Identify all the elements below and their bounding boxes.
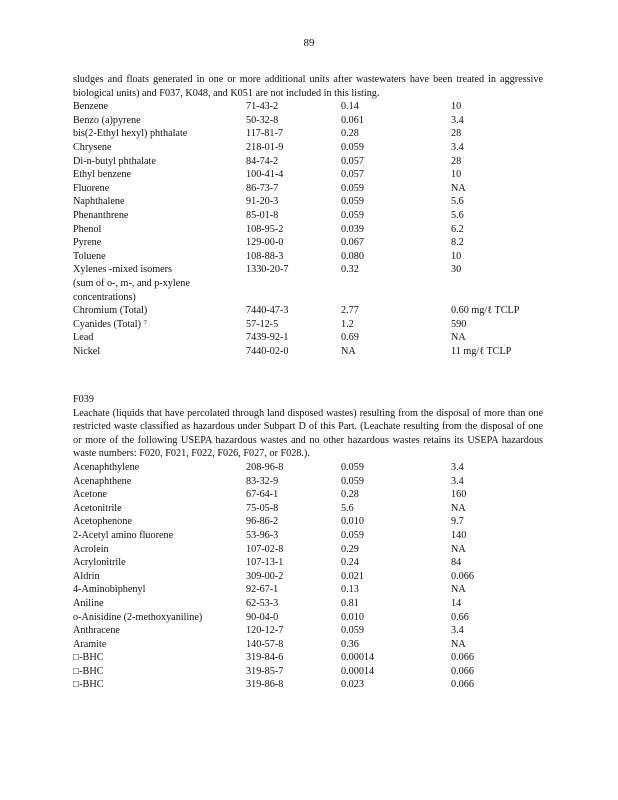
nonwastewater-standard: 5.6: [451, 196, 464, 208]
cas-number: 85-01-8: [246, 209, 279, 221]
nonwastewater-standard: 160: [451, 489, 467, 501]
wastewater-standard: 0.059: [341, 475, 364, 487]
table-row: [73, 678, 543, 692]
cas-number: 62-53-3: [246, 597, 279, 609]
table-row: [73, 209, 543, 223]
constituent-name: Pyrene: [73, 237, 102, 249]
section-intro-paragraph: sludges and floats generated in one or more additional units after wastewaters have been treated in aggressive biological units) and F037, K048, and K051 are not included in this listing.: [73, 74, 543, 99]
table-row: [73, 475, 543, 489]
table-row: [73, 515, 543, 529]
constituent-name: Aldrin: [73, 570, 100, 582]
constituent-name: 2-Acetyl amino fluorene: [73, 529, 174, 541]
wastewater-standard: 0.061: [341, 114, 364, 126]
constituent-name-line: (sum of o-, m-, and p-xylene: [73, 277, 190, 289]
table-row: [73, 665, 543, 679]
cas-number: 75-05-8: [246, 502, 279, 514]
wastewater-standard: 0.059: [341, 529, 364, 541]
constituent-name: Ethyl benzene: [73, 169, 131, 181]
waste-description-paragraph: Leachate (liquids that have percolated through land disposed wastes) resulting from the disposal of more than one restricted waste classified as hazardous under Subpart D of this Part. (Leachate resulting from the disposal of one or more of the following USEPA hazardous wastes and no other hazardous wastes retains its USEPA hazardous waste numbers: F020, F021, F022, F026, F027, or F028.).: [73, 407, 543, 460]
constituent-name: Lead: [73, 332, 94, 344]
wastewater-standard: 0.29: [341, 543, 359, 555]
nonwastewater-standard: 3.4: [451, 461, 464, 473]
table-row: [73, 236, 543, 250]
constituent-name: Acrylonitrile: [73, 557, 126, 569]
constituent-name: Nickel: [73, 345, 101, 357]
cas-number: 71-43-2: [246, 101, 279, 113]
table-row: [73, 250, 543, 264]
constituent-name: □-BHC: [73, 652, 104, 664]
wastewater-standard: 0.81: [341, 597, 359, 609]
cas-number: 53-96-3: [246, 529, 279, 541]
cas-number: 90-04-0: [246, 611, 279, 623]
cas-number: 83-32-9: [246, 475, 279, 487]
constituent-name: □-BHC: [73, 679, 104, 691]
wastewater-standard: 0.080: [341, 250, 364, 262]
nonwastewater-standard: NA: [451, 502, 466, 514]
nonwastewater-standard: 10: [451, 101, 462, 113]
nonwastewater-standard: 10: [451, 250, 462, 262]
cas-number: 67-64-1: [246, 489, 279, 501]
constituent-name: o-Anisidine (2-methoxyaniline): [73, 611, 203, 623]
cas-number: 218-01-9: [246, 141, 284, 153]
cas-number: 309-00-2: [246, 570, 284, 582]
nonwastewater-standard: 590: [451, 318, 467, 330]
wastewater-standard: 0.010: [341, 516, 364, 528]
cas-number: 129-00-0: [246, 237, 284, 249]
wastewater-standard: 0.13: [341, 584, 359, 596]
wastewater-standard: 0.010: [341, 611, 364, 623]
constituent-name: Di-n-butyl phthalate: [73, 155, 156, 167]
cas-number: 120-12-7: [246, 625, 284, 637]
wastewater-standard: 0.059: [341, 141, 364, 153]
wastewater-standard: NA: [341, 345, 356, 357]
wastewater-standard: 0.28: [341, 128, 359, 140]
nonwastewater-standard: 0.066: [451, 665, 474, 677]
table-row: [73, 502, 543, 516]
wastewater-standard: 2.77: [341, 305, 359, 317]
cas-number: 140-57-8: [246, 638, 284, 650]
wastewater-standard: 0.059: [341, 625, 364, 637]
constituent-name: Benzo (a)pyrene: [73, 114, 141, 126]
cas-number: 86-73-7: [246, 182, 279, 194]
wastewater-standard: 1.2: [341, 318, 354, 330]
section-f039: [73, 393, 543, 692]
cas-number: 319-85-7: [246, 665, 284, 677]
table-row: [73, 345, 543, 359]
nonwastewater-standard: 3.4: [451, 114, 464, 126]
wastewater-standard: 5.6: [341, 502, 354, 514]
cas-number: 208-96-8: [246, 461, 284, 473]
constituent-table: [73, 100, 543, 358]
constituent-name: Toluene: [73, 250, 106, 262]
table-row: [73, 223, 543, 237]
nonwastewater-standard: NA: [451, 638, 466, 650]
constituent-name: Naphthalene: [73, 196, 125, 208]
nonwastewater-standard: NA: [451, 543, 466, 555]
wastewater-standard: 0.067: [341, 237, 364, 249]
table-row: [73, 331, 543, 345]
nonwastewater-standard: 0.066: [451, 652, 474, 664]
cas-number: 1330-20-7: [246, 264, 289, 276]
nonwastewater-standard: 140: [451, 529, 467, 541]
nonwastewater-standard: 3.4: [451, 625, 464, 637]
wastewater-standard: 0.00014: [341, 652, 375, 664]
nonwastewater-standard: 28: [451, 155, 462, 167]
cas-number: 92-67-1: [246, 584, 279, 596]
constituent-name: Phenanthrene: [73, 209, 129, 221]
table-row: [73, 624, 543, 638]
constituent-name: Acrolein: [73, 543, 109, 555]
table-row: [73, 168, 543, 182]
cas-number: 319-84-6: [246, 652, 284, 664]
wastewater-standard: 0.24: [341, 557, 359, 569]
constituent-table: [73, 461, 543, 692]
cas-number: 96-86-2: [246, 516, 279, 528]
nonwastewater-standard: 9.7: [451, 516, 464, 528]
page-number: 89: [303, 37, 315, 49]
cas-number: 7440-02-0: [246, 345, 289, 357]
constituent-name: Aramite: [73, 638, 107, 650]
table-row: [73, 488, 543, 502]
wastewater-standard: 0.059: [341, 209, 364, 221]
nonwastewater-standard: 84: [451, 557, 462, 569]
section-continued: [73, 73, 543, 358]
constituent-name: Anthracene: [73, 625, 120, 637]
cas-number: 108-88-3: [246, 250, 284, 262]
table-row-xylenes: [73, 263, 543, 304]
constituent-name: Phenol: [73, 223, 102, 235]
nonwastewater-standard: NA: [451, 584, 466, 596]
cas-number: 100-41-4: [246, 169, 284, 181]
wastewater-standard: 0.36: [341, 638, 359, 650]
wastewater-standard: 0.057: [341, 155, 364, 167]
wastewater-standard: 0.057: [341, 169, 364, 181]
table-row: [73, 155, 543, 169]
table-row: [73, 100, 543, 114]
constituent-name: Benzene: [73, 101, 109, 113]
wastewater-standard: 0.00014: [341, 665, 375, 677]
cas-number: 50-32-8: [246, 114, 279, 126]
wastewater-standard: 0.059: [341, 196, 364, 208]
wastewater-standard: 0.059: [341, 182, 364, 194]
table-row: [73, 638, 543, 652]
constituent-name: bis(2-Ethyl hexyl) phthalate: [73, 128, 188, 140]
wastewater-standard: 0.32: [341, 264, 359, 276]
table-row: [73, 114, 543, 128]
cas-number: 107-02-8: [246, 543, 284, 555]
nonwastewater-standard: 0.066: [451, 570, 474, 582]
nonwastewater-standard: 3.4: [451, 475, 464, 487]
wastewater-standard: 0.28: [341, 489, 359, 501]
nonwastewater-standard: 5.6: [451, 209, 464, 221]
constituent-name: Cyanides (Total) ⁷: [73, 318, 148, 330]
constituent-name: 4-Aminobiphenyl: [73, 584, 146, 596]
nonwastewater-standard: 3.4: [451, 141, 464, 153]
nonwastewater-standard: 30: [451, 264, 462, 276]
cas-number: 91-20-3: [246, 196, 279, 208]
constituent-name: Fluorene: [73, 182, 110, 194]
table-row: [73, 461, 543, 475]
nonwastewater-standard: 0.66: [451, 611, 469, 623]
table-row: [73, 304, 543, 318]
table-row: [73, 318, 543, 332]
cas-number: 117-81-7: [246, 128, 283, 140]
nonwastewater-standard: 0.066: [451, 679, 474, 691]
cas-number: 7439-92-1: [246, 332, 289, 344]
constituent-name: Chrysene: [73, 141, 112, 153]
table-row: [73, 651, 543, 665]
table-row: [73, 195, 543, 209]
table-row: [73, 570, 543, 584]
constituent-name-line: concentrations): [73, 291, 136, 303]
nonwastewater-standard: 8.2: [451, 237, 464, 249]
nonwastewater-standard: 0.60 mg/ℓ TCLP: [451, 305, 520, 317]
nonwastewater-standard: 28: [451, 128, 462, 140]
cas-number: 108-95-2: [246, 223, 284, 235]
constituent-name: Acenaphthylene: [73, 461, 140, 473]
table-row: [73, 583, 543, 597]
table-row: [73, 182, 543, 196]
table-row: [73, 597, 543, 611]
constituent-name: □-BHC: [73, 665, 104, 677]
nonwastewater-standard: NA: [451, 182, 466, 194]
constituent-name: Aniline: [73, 597, 104, 609]
table-row: [73, 611, 543, 625]
waste-code-heading: F039: [73, 394, 94, 405]
wastewater-standard: 0.059: [341, 461, 364, 473]
nonwastewater-standard: 11 mg/ℓ TCLP: [451, 345, 512, 357]
constituent-name: Acetone: [73, 489, 107, 501]
constituent-name: Acetophenone: [73, 516, 132, 528]
nonwastewater-standard: 6.2: [451, 223, 464, 235]
constituent-name: Acenaphthene: [73, 475, 132, 487]
constituent-name: Acetonitrile: [73, 502, 122, 514]
cas-number: 319-86-8: [246, 679, 284, 691]
constituent-name: [73, 263, 246, 304]
constituent-name: Chromium (Total): [73, 305, 148, 317]
wastewater-standard: 0.69: [341, 332, 359, 344]
nonwastewater-standard: NA: [451, 332, 466, 344]
table-row: [73, 529, 543, 543]
cas-number: 7440-47-3: [246, 305, 289, 317]
wastewater-standard: 0.023: [341, 679, 364, 691]
table-row: [73, 556, 543, 570]
wastewater-standard: 0.14: [341, 101, 359, 113]
table-row: [73, 127, 543, 141]
cas-number: 107-13-1: [246, 557, 284, 569]
wastewater-standard: 0.021: [341, 570, 364, 582]
table-row: [73, 141, 543, 155]
table-row: [73, 543, 543, 557]
nonwastewater-standard: 10: [451, 169, 462, 181]
nonwastewater-standard: 14: [451, 597, 462, 609]
cas-number: 84-74-2: [246, 155, 279, 167]
wastewater-standard: 0.039: [341, 223, 364, 235]
constituent-name-line: Xylenes -mixed isomers: [73, 264, 173, 276]
cas-number: 57-12-5: [246, 318, 279, 330]
